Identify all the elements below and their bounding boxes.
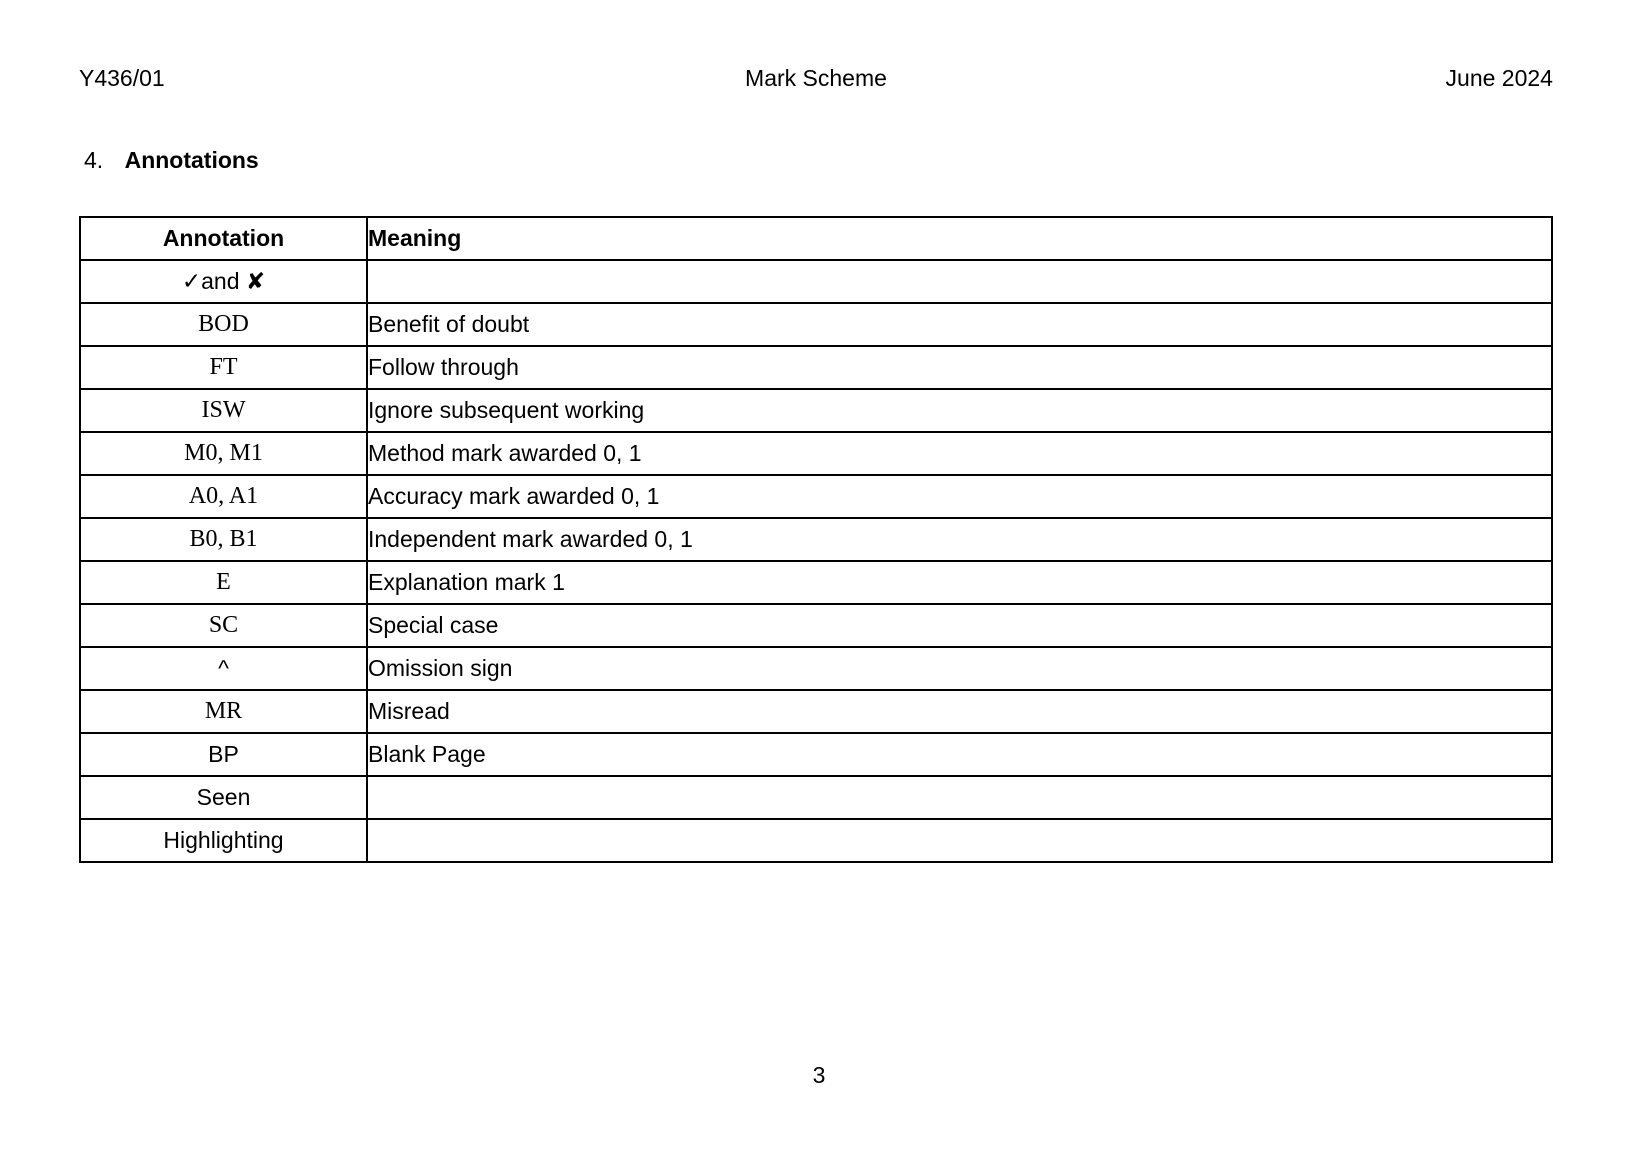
annotation-cell: Highlighting [80,819,367,862]
meaning-cell: Method mark awarded 0, 1 [367,432,1552,475]
table-row [80,733,1552,776]
annotation-cell: M0, M1 [80,432,367,475]
table-row [80,647,1552,690]
annotation-cell: MR [80,690,367,733]
annotation-cell: FT [80,346,367,389]
table-row [80,303,1552,346]
annotation-cell: B0, B1 [80,518,367,561]
table-row [80,389,1552,432]
annotation-cell: E [80,561,367,604]
annotations-table-container [79,216,1553,863]
meaning-cell: Accuracy mark awarded 0, 1 [367,475,1552,518]
annotation-cell: ^ [80,647,367,690]
section-number: 4. [84,147,104,173]
section-heading [84,146,259,174]
meaning-cell: Follow through [367,346,1552,389]
annotation-cell: BOD [80,303,367,346]
meaning-cell: Independent mark awarded 0, 1 [367,518,1552,561]
annotation-table-body [80,260,1552,862]
annotation-cell: ISW [80,389,367,432]
table-row [80,690,1552,733]
meaning-cell: Benefit of doubt [367,303,1552,346]
table-row [80,819,1552,862]
column-header-meaning: Meaning [367,217,1552,260]
meaning-cell: Explanation mark 1 [367,561,1552,604]
header-paper-code: Y436/01 [79,65,165,91]
annotation-cell: SC [80,604,367,647]
meaning-cell: Ignore subsequent working [367,389,1552,432]
page-number: 3 [812,1062,826,1088]
table-row [80,432,1552,475]
meaning-cell [367,776,1552,819]
meaning-cell: Blank Page [367,733,1552,776]
table-row [80,776,1552,819]
page-footer [0,1062,1638,1089]
page-header [79,64,1553,92]
annotation-cell: Seen [80,776,367,819]
annotation-cell: A0, A1 [80,475,367,518]
table-row [80,604,1552,647]
section-title: Annotations [124,147,259,173]
table-row [80,260,1552,303]
annotations-table [79,216,1553,863]
column-header-annotation: Annotation [80,217,367,260]
table-row [80,518,1552,561]
header-session-date: June 2024 [1445,65,1553,91]
meaning-cell [367,819,1552,862]
annotation-cell: BP [80,733,367,776]
meaning-cell [367,260,1552,303]
table-header-row [80,217,1552,260]
meaning-cell: Misread [367,690,1552,733]
table-row [80,346,1552,389]
table-row [80,475,1552,518]
header-document-title: Mark Scheme [745,65,887,91]
annotation-cell: ✓and ✘ [80,260,367,303]
table-row [80,561,1552,604]
meaning-cell: Special case [367,604,1552,647]
meaning-cell: Omission sign [367,647,1552,690]
